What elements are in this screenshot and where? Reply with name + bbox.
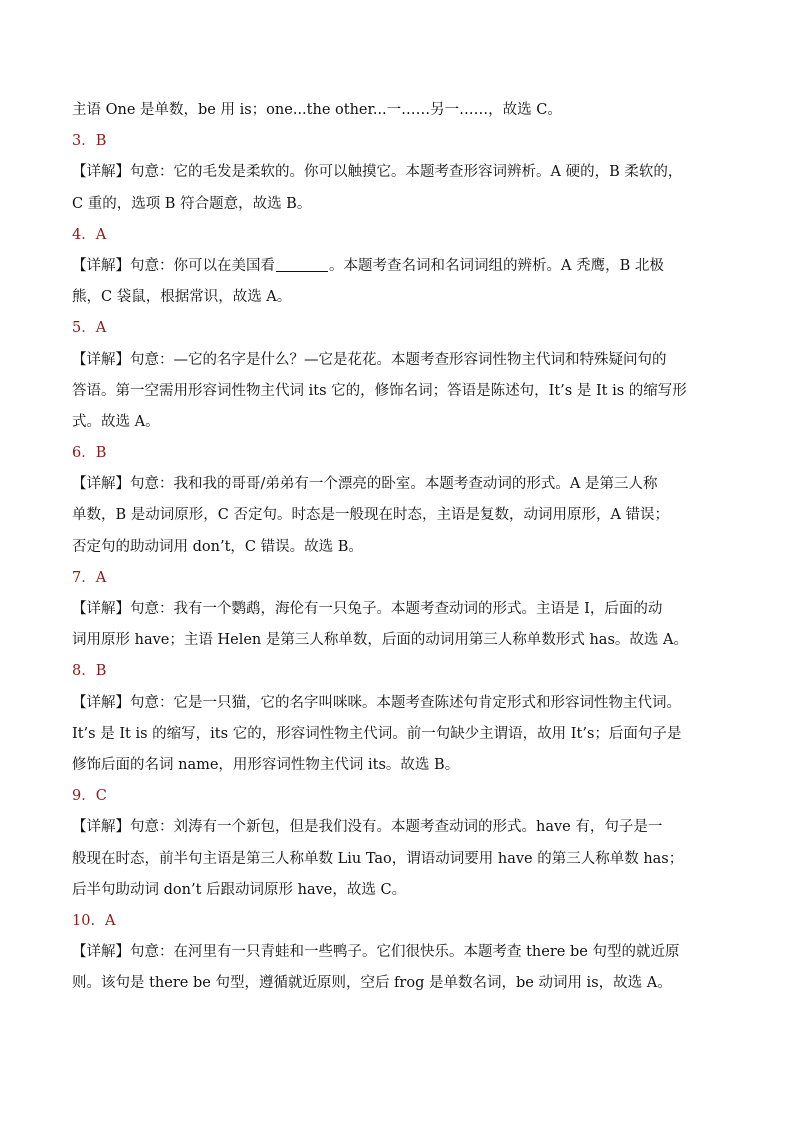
explanation-line: 主语 One 是单数，be 用 is；one...the other...一……另一……，故选 C。 — [72, 102, 562, 118]
explanation-line: 答语。第一空需用形容词性物主代词 its 它的，修饰名词；答语是陈述句，It’s 是 It is 的缩写形 — [72, 382, 687, 399]
explanation-line: 【详解】句意：我和我的哥哥/弟弟有一个漂亮的卧室。本题考查动词的形式。A 是第三人称 — [72, 476, 658, 493]
explanation-line: 般现在时态，前半句主语是第三人称单数 Liu Tao，谓语动词要用 have 的第三人称单数 has； — [72, 850, 684, 867]
explanation-line: 式。故选 A。 — [72, 413, 160, 430]
answer-label: 4．A — [72, 226, 107, 243]
answer-label: 7．A — [72, 569, 107, 586]
answer-label: 3．B — [72, 133, 107, 150]
explanation-line: 【详解】句意：刘涛有一个新包，但是我们没有。本题考查动词的形式。have 有，句子是一 — [72, 819, 663, 836]
answer-label: 5．A — [72, 320, 107, 337]
explanation-line: 修饰后面的名词 name，用形容词性物主代词 its。故选 B。 — [72, 756, 460, 773]
explanation-text: 【详解】句意：你可以在美国看 — [72, 257, 275, 274]
explanation-line: 【详解】句意：它是一只猫，它的名字叫咪咪。本题考查陈述句肯定形式和形容词性物主代词。 — [72, 694, 681, 711]
explanation-line: 【详解】句意：我有一个鹦鹉，海伦有一只兔子。本题考查动词的形式。主语是 I，后面的动 — [72, 601, 663, 617]
explanation-line: 【详解】句意：在河里有一只青蛙和一些鸭子。它们很快乐。本题考查 there be 句型的就近原 — [72, 944, 680, 961]
explanation-line: 则。该句是 there be 句型，遵循就近原则，空后 frog 是单数名词，be 动词用 is，故选 A。 — [72, 975, 672, 992]
explanation-line: It’s 是 It is 的缩写，its 它的，形容词性物主代词。前一句缺少主谓语，故用 It’s；后面句子是 — [72, 725, 682, 742]
fill-in-blank — [276, 256, 328, 272]
answer-label: 9．C — [72, 788, 107, 805]
explanation-line: 否定句的助动词用 don’t，C 错误。故选 B。 — [72, 538, 363, 555]
explanation-line: C 重的，选项 B 符合题意，故选 B。 — [72, 195, 312, 212]
explanation-line: 【详解】句意：它的毛发是柔软的。你可以触摸它。本题考查形容词辨析。A 硬的，B 柔软的， — [72, 164, 683, 181]
explanation-line: 后半句助动词 don’t 后跟动词原形 have，故选 C。 — [72, 881, 407, 898]
explanation-line: 熊，C 袋鼠，根据常识，故选 A。 — [72, 289, 292, 306]
document-body — [72, 95, 724, 999]
answer-label: 6．B — [72, 445, 107, 462]
explanation-line — [72, 251, 724, 282]
explanation-line: 单数，B 是动词原形，C 否定句。时态是一般现在时态，主语是复数，动词用原形，A 错误； — [72, 507, 670, 524]
explanation-line: 词用原形 have；主语 Helen 是第三人称单数，后面的动词用第三人称单数形式 has。故选 A。 — [72, 632, 688, 649]
explanation-line: 【详解】句意：—它的名字是什么？—它是花花。本题考查形容词性物主代词和特殊疑问句的 — [72, 351, 667, 368]
explanation-text: 。本题考查名词和名词词组的辨析。A 秃鹰，B 北极 — [329, 257, 664, 274]
answer-label: 8．B — [72, 663, 107, 680]
answer-label: 10．A — [72, 912, 116, 929]
